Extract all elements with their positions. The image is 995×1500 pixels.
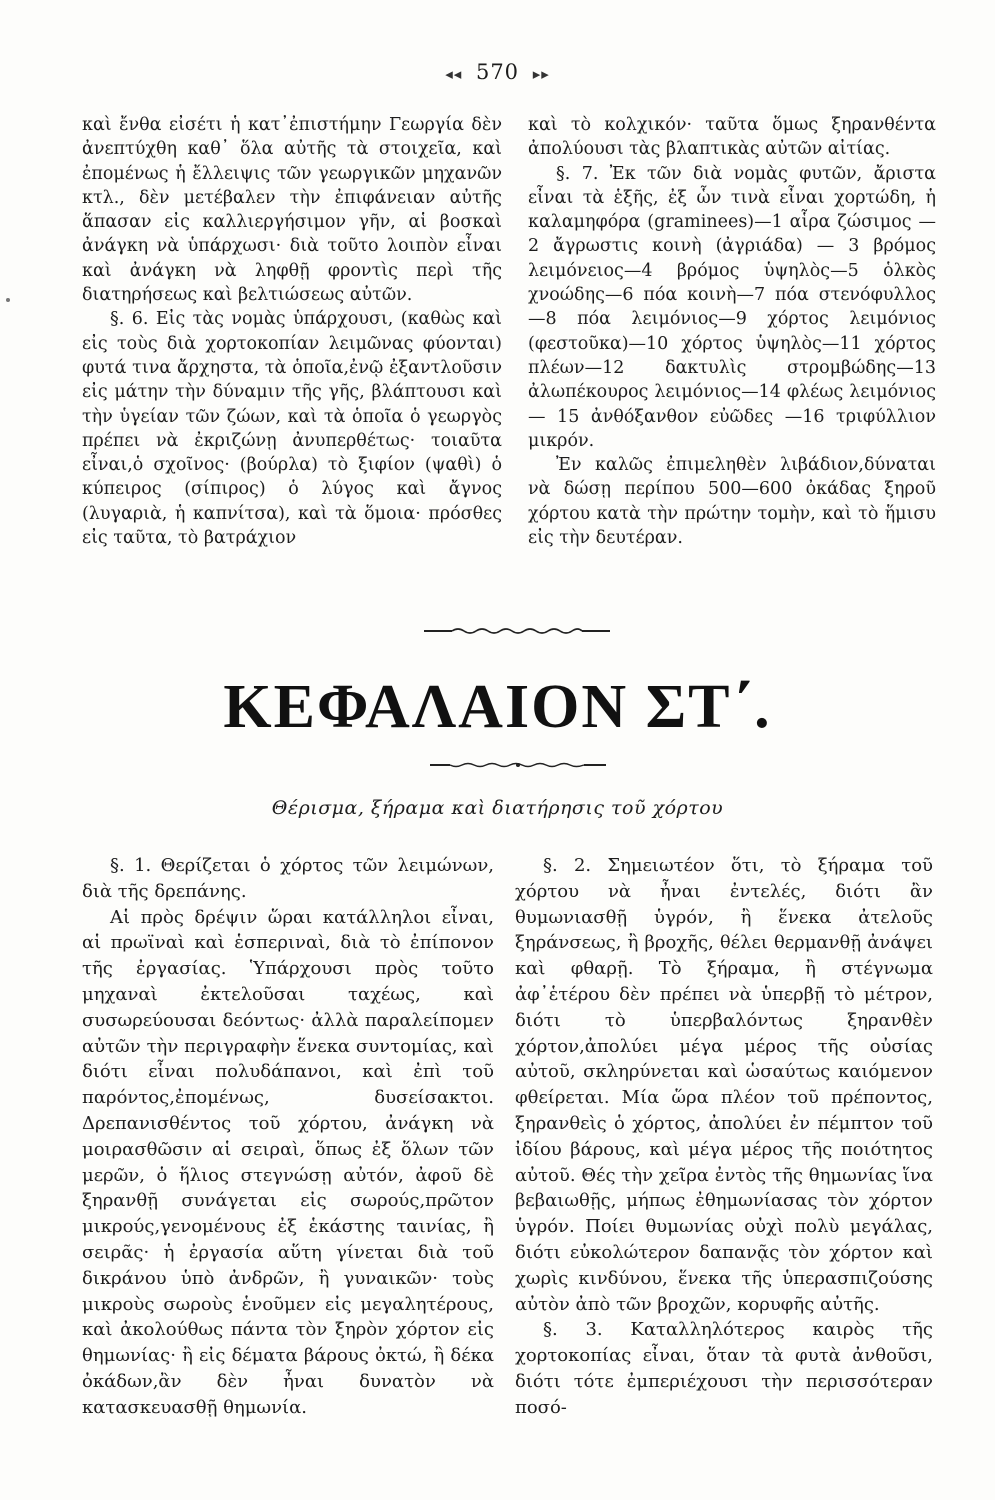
paragraph-section-1: §. 1. Θερίζεται ὁ χόρτος τῶν λειμώνων, διὰ τῆς δρεπάνης. (82, 855, 494, 902)
paragraph: Αἱ πρὸς δρέψιν ὥραι κατάλληλοι εἶναι, αἱ πρωϊναὶ καὶ ἑσπεριναὶ, διὰ τὸ ἐπίπονον τῆς ἐργασίας. Ὑπάρχουσι πρὸς τοῦτο μηχαναὶ ἐκτελοῦσαι ταχέως, καὶ συσωρεύουσαι δεόντως· ἀλλὰ παραλείπομεν αὐτῶν τὴν περιγραφὴν ἕνεκα συντομίας, καὶ διότι εἶναι πολυδάπανοι, καὶ ἐπὶ τοῦ παρόντος,ἐπομένως, δυσείσακτοι. Δρεπανισθέντος τοῦ χόρτου, ἀνάγκη νὰ μοιρασθῶσιν αἱ σειραὶ, ὅπως ἐξ ὅλων τῶν μερῶν, ὁ ἥλιος στεγνώσῃ αὐτόν, ἀφοῦ δὲ ξηρανθῇ συνάγεται εἰς σωρούς,πρῶτον μικρούς,γενομένους ἐξ ἑκάστης ταινίας, ἢ σειρᾶς· ἡ ἐργασία αὕτη γίνεται διὰ τοῦ δικράνου ὑπὸ ἀνδρῶν, ἢ γυναικῶν· τοὺς μικροὺς σωροὺς ἑνοῦμεν εἰς μεγαλητέρους, καὶ ἀκολούθως πάντα τὸν ξηρὸν χόρτον εἰς θημωνίας· ἢ εἰς δέματα βάρους ὀκτώ, ἢ δέκα ὀκάδων,ἂν δὲν ἦναι δυνατὸν νὰ κατασκευασθῇ θημωνία. (82, 906, 494, 1418)
paragraph: Ἐν καλῶς ἐπιμεληθὲν λιβάδιον,δύναται νὰ δώσῃ περίπου 500—600 ὀκάδας ξηροῦ χόρτου κατὰ τὴν πρώτην τομὴν, καὶ τὸ ἥμισυ εἰς τὴν δευτέραν. (528, 455, 936, 549)
paragraph-section-2: §. 2. Σημειωτέον ὅτι, τὸ ξήραμα τοῦ χόρτου νὰ ἦναι ἐντελές, διότι ἂν θυμωνιασθῇ ὑγρόν, ἢ ἕνεκα ἀτελοῦς ξηράνσεως, ἢ βροχῆς, θέλει θερμανθῇ ἀνάψει καὶ φθαρῇ. Τὸ ξήραμα, ἢ στέγνωμα ἀφ᾽ἑτέρου δὲν πρέπει νὰ ὑπερβῇ τὸ μέτρον, διότι τὸ ὑπερβαλόντως ξηρανθὲν χόρτον,ἀπολύει μέγα μέρος τῆς οὐσίας αὐτοῦ, σκληρύνεται καὶ ὡσαύτως καιόμενον φθείρεται. Μία ὥρα πλέον τοῦ πρέποντος, ξηρανθεὶς ὁ χόρτος, ἀπολύει ἐν πέμπτον τοῦ ἰδίου βάρους, καὶ μέγα μέρος τῆς ποιότητος αὐτοῦ. Θές τὴν χεῖρα ἐντὸς τῆς θημωνίας ἵνα βεβαιωθῇς, μήπως ἐθημωνίασας τὸν χόρτον ὑγρόν. Ποίει θυμωνίας οὐχὶ πολὺ μεγάλας, διότι εὐκολώτερον δαπανᾷς τὸν χόρτον καὶ χωρὶς κινδύνου, ἕνεκα τῆς ὑπερασπιζούσης αὐτὸν ἀπὸ τῶν βροχῶν, κορυφῆς αὐτῆς. (515, 855, 933, 1315)
ornamental-rule-graphic (428, 760, 608, 770)
left-ornament: ◂◂ (445, 64, 463, 83)
top-left-column (82, 113, 502, 550)
paragraph: καὶ τὸ κολχικόν· ταῦτα ὅμως ξηρανθέντα ἀπολύουσι τὰς βλαπτικὰς αὐτῶν αἰτίας. (528, 115, 936, 160)
paragraph-section-7: §. 7. Ἐκ τῶν διὰ νομὰς φυτῶν, ἄριστα εἶναι τὰ ἑξῆς, ἐξ ὧν τινὰ εἶναι χορτώδη, ἡ καλαμηφόρα (graminees)—1 αἷρα ζώσιμος — 2 ἄγρωστις κοινὴ (ἀγριάδα) — 3 βρόμος λειμόνειος—4 βρόμος ὑψηλὸς—5 ὁλκὸς χνοώδης—6 πόα κοινὴ—7 πόα στενόφυλλος—8 πόα λειμόνιος—9 χόρτος λειμόνιος (φεστοῦκα)—10 χόρτος ὑψηλὸς—11 χόρτος πλέων—12 δακτυλὶς στρομβώδης—13 ἀλωπέκουρος λειμόνιος—14 φλέως λειμόνιος — 15 ἀνθόξανθον εὐῶδες —16 τριφύλλιον μικρόν. (528, 163, 936, 451)
bottom-left-column (82, 853, 494, 1421)
top-right-column (528, 113, 936, 550)
ornamental-rule-bottom (428, 760, 608, 770)
page-speck (6, 298, 10, 302)
ornamental-rule-graphic (422, 626, 612, 636)
chapter-title: ΚΕΦΑΛΑΙΟΝ ΣΤ΄. (223, 673, 772, 741)
bottom-right-column (515, 853, 933, 1421)
chapter-subtitle: Θέρισμα, ξήραμα καὶ διατήρησις τοῦ χόρτου (271, 797, 724, 819)
right-ornament: ▸▸ (532, 64, 550, 83)
paragraph: καὶ ἔνθα εἰσέτι ἡ κατ᾽ἐπιστήμην Γεωργία δὲν ἀνεπτύχθη καθ᾽ ὅλα αὐτῆς τὰ στοιχεῖα, καὶ ἐπομένως ἡ ἔλλειψις τῶν γεωργικῶν μηχανῶν κτλ., δὲν μετέβαλεν τὴν ἐπιφάνειαν αὐτῆς ἅπασαν εἰς καλλιεργήσιμον γῆν, αἱ βοσκαὶ ἀνάγκη νὰ ὑπάρχωσι· διὰ τοῦτο λοιπὸν εἶναι καὶ ἀνάγκη νὰ ληφθῇ φροντὶς περὶ τῆς διατηρήσεως καὶ βελτιώσεως αὐτῶν. (82, 115, 502, 306)
paragraph-section-6: §. 6. Εἰς τὰς νομὰς ὑπάρχουσι, (καθὼς καὶ εἰς τοὺς διὰ χορτοκοπίαν λειμῶνας φύονται) φυτά τινα ἄρχηστα, τὰ ὁποῖα,ἐνῷ ἐξαντλοῦσιν εἰς μάτην τὴν δύναμιν τῆς γῆς, βλάπτουσι καὶ τὴν ὑγείαν τῶν ζώων, καὶ τὰ ὁποῖα ὁ γεωργὸς πρέπει νὰ ἐκριζώνῃ ἀνυπερθέτως· τοιαῦτα εἶναι,ὁ σχοῖνος· (βούρλα) τὸ ξιφίον (ψαθὶ) ὁ κύπειρος (σίπιρος) ὁ λύγος καὶ ἄγνος (λυγαριὰ, ἡ καπνίτσα), καὶ τὰ ὅμοια· πρόσθες εἰς ταῦτα, τὸ βατράχιον (82, 309, 502, 549)
paragraph-section-3: §. 3. Καταλληλότερος καιρὸς τῆς χορτοκοπίας εἶναι, ὅταν τὰ φυτὰ ἀνθοῦσι, διότι τότε ἐμπεριέχουσι τὴν περισσότεραν ποσό- (515, 1319, 933, 1418)
page-header (0, 60, 995, 84)
ornamental-rule-top (422, 626, 612, 636)
page-number: 570 (475, 60, 520, 84)
